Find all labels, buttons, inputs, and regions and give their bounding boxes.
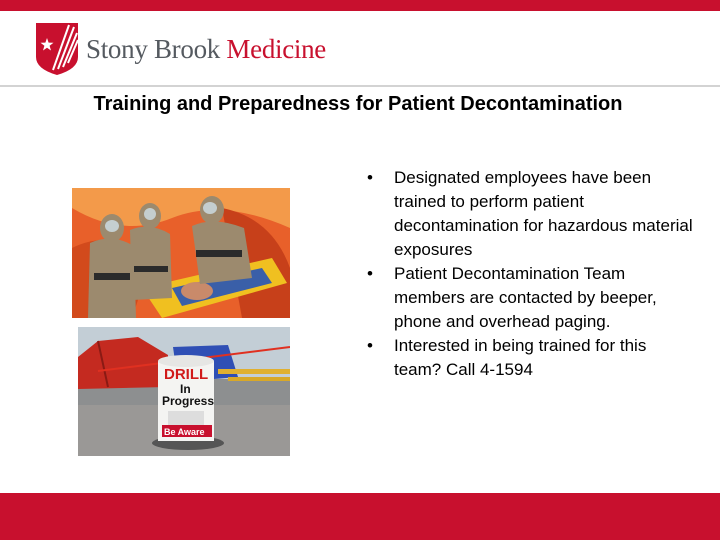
logo-name-stony-brook: Stony Brook [86,33,220,64]
bullet-text: Designated employees have been trained to perform patient decontamination for hazardous material exposures [394,168,693,259]
bullet-item [364,166,694,262]
logo-wordmark [86,34,326,65]
header-divider [0,85,720,87]
logo-name-medicine: Medicine [226,33,326,64]
top-accent-bar [0,0,720,11]
stony-brook-medicine-logo [36,23,326,75]
bullet-item [364,262,694,334]
bullet-text: Patient Decontamination Team members are contacted by beeper, phone and overhead paging. [394,264,657,331]
sign-text-progress: Progress [162,394,215,408]
bullet-marker: • [367,264,373,283]
bullet-marker: • [367,168,373,187]
bullet-text: Interested in being trained for this team? Call 4-1594 [394,336,647,379]
decontamination-team-photo [72,188,290,318]
sign-text-in: In [180,382,191,396]
shield-logo-icon [36,23,78,75]
bottom-accent-bar [0,493,720,540]
slide-title: Training and Preparedness for Patient Decontamination [93,93,623,115]
drill-in-progress-photo [78,327,290,456]
sign-text-drill: DRILL [164,366,209,383]
bullet-list [364,166,694,382]
bullet-marker: • [367,336,373,355]
bullet-item [364,334,694,382]
sign-text-be-aware: Be Aware [164,427,205,437]
